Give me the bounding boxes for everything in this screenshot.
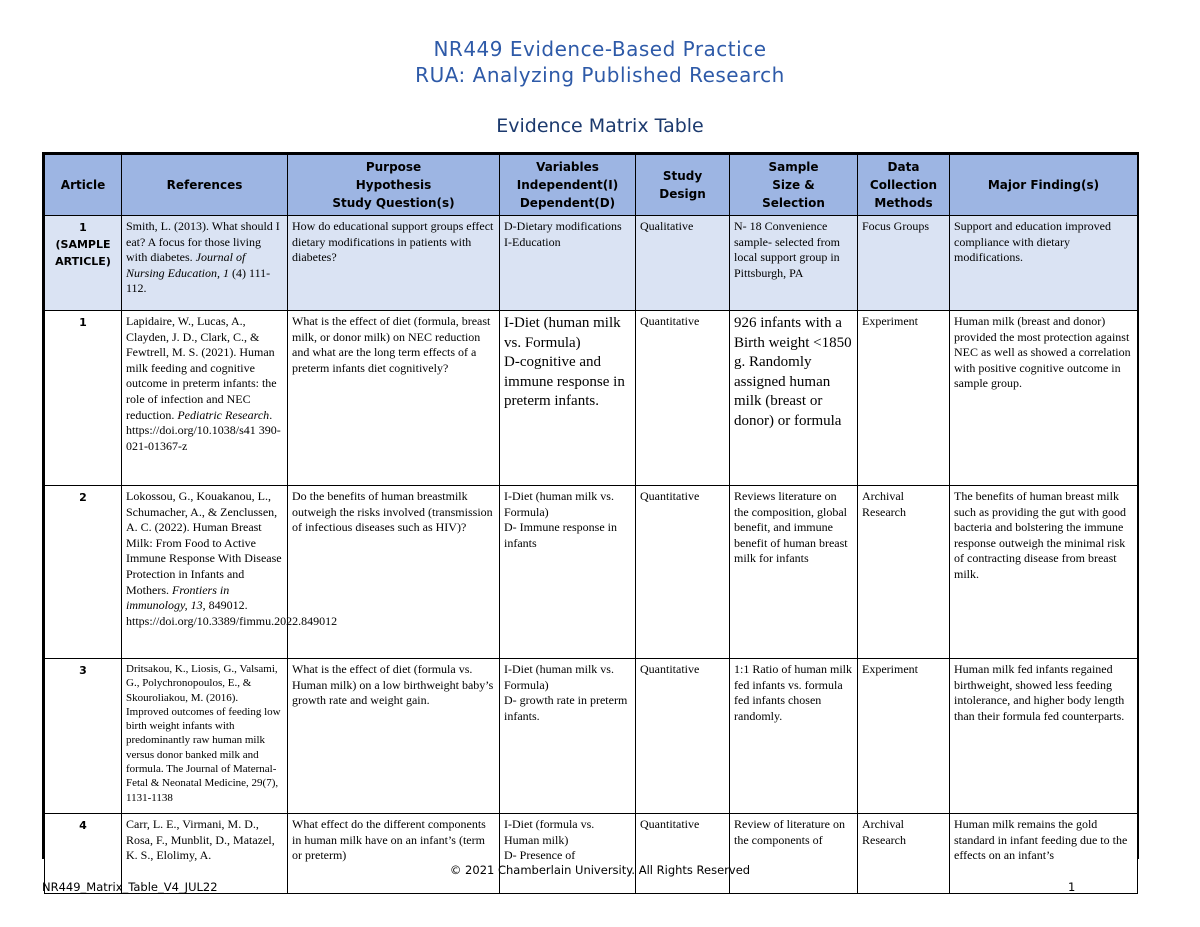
article-cell: [45, 216, 122, 311]
variable-line: I-Diet (human milk vs. Formula): [504, 489, 614, 519]
variable-line: D- Immune response in infants: [504, 520, 617, 550]
assignment-title: RUA: Analyzing Published Research: [415, 63, 785, 87]
reference-journal: Journal of Nursing Education, 1: [126, 250, 246, 280]
article-number: 4: [79, 819, 87, 832]
reference-text: Lokossou, G., Kouakanou, L., Schumacher, A., & Zenclussen, A. C. (2022). Human Breast Milk: From Food to Active Immune Response With Disease Protection in Infants and Mothers.: [126, 489, 282, 597]
col-sample-line: Sample: [768, 160, 819, 174]
article-note: (SAMPLE: [55, 238, 111, 251]
table-row: [45, 311, 1138, 486]
col-data-line: Collection: [869, 178, 938, 192]
findings-cell: Human milk remains the gold standard in infant feeding due to the effects on an infant’s: [950, 814, 1138, 894]
variable-line: D-cognitive and immune response in preterm infants.: [504, 354, 625, 409]
variable-line: I-Diet (formula vs. Human milk): [504, 817, 595, 847]
data-method-cell: Archival Research: [858, 486, 950, 659]
header-row: [45, 155, 1138, 216]
sample-cell: Reviews literature on the composition, global benefit, and immune benefit of human breast milk for infants: [730, 486, 858, 659]
reference-cell: [122, 216, 288, 311]
sample-cell: N- 18 Convenience sample- selected from local support group in Pittsburgh, PA: [730, 216, 858, 311]
evidence-matrix-table: [44, 154, 1138, 894]
design-cell: Quantitative: [636, 659, 730, 814]
design-cell: Quantitative: [636, 311, 730, 486]
article-number: 1: [79, 316, 87, 329]
article-note: ARTICLE): [55, 255, 111, 268]
course-title: NR449 Evidence-Based Practice: [433, 37, 767, 61]
findings-cell: Human milk (breast and donor) provided the most protection against NEC as well as showed a correlation with positive cognitive outcome in sample group.: [950, 311, 1138, 486]
data-method-cell: Archival Research: [858, 814, 950, 894]
reference-text: Dritsakou, K., Liosis, G., Valsami, G., Polychronopoulos, E., & Skouroliakou, M. (2016). Improved outcomes of feeding low birth weight infants with predominantly raw human milk versus donor banked milk and formula. The Journal of Maternal-Fetal & Neonatal Medicine, 29(7), 1131-1138: [126, 663, 281, 804]
variables-cell: [500, 486, 636, 659]
article-number: 1: [79, 221, 87, 234]
reference-text: Lapidaire, W., Lucas, A., Clayden, J. D., Clark, C., & Fewtrell, M. S. (2021). Human milk feeding and cognitive outcome in preterm infants: the role of infection and NEC reduction.: [126, 314, 277, 422]
col-data-line: Data: [887, 160, 920, 174]
purpose-cell: What is the effect of diet (formula, breast milk, or donor milk) on NEC reduction and what are the long term effects of a preterm infants diet cognitively?: [288, 311, 500, 486]
table-row: [45, 486, 1138, 659]
article-cell: [45, 311, 122, 486]
sample-cell: [730, 311, 858, 486]
reference-text-end: , 849012. https://doi.org/10.3389/fimmu.2022.849012: [126, 598, 338, 628]
sample-cell: Review of literature on the components of: [730, 814, 858, 894]
col-references: References: [122, 155, 288, 216]
document-header: [0, 36, 1200, 88]
reference-cell: [122, 659, 288, 814]
variables-cell: [500, 311, 636, 486]
col-sample-line: Size &: [772, 178, 815, 192]
variable-line: D- Presence of: [504, 848, 576, 863]
variables-cell: [500, 814, 636, 894]
article-cell: [45, 659, 122, 814]
variables-cell: [500, 659, 636, 814]
data-method-cell: Focus Groups: [858, 216, 950, 311]
variable-line: D- growth rate in preterm infants.: [504, 693, 628, 723]
col-article: Article: [45, 155, 122, 216]
variables-cell: [500, 216, 636, 311]
design-cell: Quantitative: [636, 814, 730, 894]
col-design: Study Design: [636, 155, 730, 216]
reference-text-end: . https://doi.org/10.1038/s41 390-021-01367-z: [126, 407, 281, 453]
design-cell: Qualitative: [636, 216, 730, 311]
col-sample: [730, 155, 858, 216]
variable-line: I-Diet (human milk vs. Formula): [504, 315, 621, 351]
table-row: [45, 216, 1138, 311]
variable-line: I-Education: [504, 234, 561, 249]
page-number: 1: [1068, 880, 1076, 894]
col-data: [858, 155, 950, 216]
article-number: 2: [79, 491, 87, 504]
reference-journal: Frontiers in immunology, 13: [126, 582, 230, 613]
col-purpose: [288, 155, 500, 216]
reference-cell: [122, 311, 288, 486]
purpose-cell: Do the benefits of human breastmilk outweigh the risks involved (transmission of infectious diseases such as HIV)?: [288, 486, 500, 659]
variable-line: D-Dietary modifications: [504, 219, 622, 233]
col-data-line: Methods: [874, 196, 933, 210]
col-findings: Major Finding(s): [950, 155, 1138, 216]
col-purpose-line: Study Question(s): [332, 196, 455, 210]
col-purpose-line: Hypothesis: [355, 178, 432, 192]
reference-cell: [122, 486, 338, 659]
data-method-cell: Experiment: [858, 659, 950, 814]
data-method-cell: Experiment: [858, 311, 950, 486]
findings-cell: Support and education improved compliance with dietary modifications.: [950, 216, 1138, 311]
sample-text: 926 infants with a Birth weight <1850 g. Randomly assigned human milk (breast or donor) or formula: [734, 315, 852, 429]
design-cell: Quantitative: [636, 486, 730, 659]
purpose-cell: What is the effect of diet (formula vs. Human milk) on a low birthweight baby’s growth rate and weight gain.: [288, 659, 500, 814]
copyright-notice: © 2021 Chamberlain University. All Rights Reserved: [449, 863, 751, 877]
col-variables-line: Dependent(D): [519, 196, 616, 210]
table-title: Evidence Matrix Table: [496, 115, 704, 137]
col-sample-line: Selection: [762, 196, 825, 210]
reference-journal: Pediatric Research: [177, 407, 270, 422]
findings-cell: The benefits of human breast milk such as providing the gut with good bacteria and bolstering the immune response outweigh the minimal risk of contracting disease from breast milk.: [950, 486, 1138, 659]
sample-cell: 1:1 Ratio of human milk fed infants vs. formula fed infants chosen randomly.: [730, 659, 858, 814]
col-variables: [500, 155, 636, 216]
document-id: NR449_Matrix_Table_V4_JUL22: [42, 880, 218, 894]
col-purpose-line: Purpose: [365, 160, 422, 174]
findings-cell: Human milk fed infants regained birthweight, showed less feeding intolerance, and higher body length than their formula fed counterparts.: [950, 659, 1138, 814]
purpose-cell: What effect do the different components in human milk have on an infant’s (term or preterm): [288, 814, 500, 894]
col-variables-line: Independent(I): [516, 178, 619, 192]
table-row: [45, 659, 1138, 814]
col-variables-line: Variables: [536, 160, 599, 174]
article-number: 3: [79, 664, 87, 677]
reference-text: Smith, L. (2013). What should I eat? A focus for those living with diabetes.: [126, 219, 280, 265]
variable-line: I-Diet (human milk vs. Formula): [504, 662, 614, 692]
evidence-matrix: [42, 152, 1139, 863]
article-cell: [45, 486, 122, 659]
purpose-cell: How do educational support groups effect dietary modifications in patients with diabetes?: [288, 216, 500, 311]
reference-text-end: (4) 111-112.: [126, 265, 271, 296]
reference-text: Carr, L. E., Virmani, M. D., Rosa, F., Munblit, D., Matazel, K. S., Elolimy, A.: [126, 817, 275, 863]
